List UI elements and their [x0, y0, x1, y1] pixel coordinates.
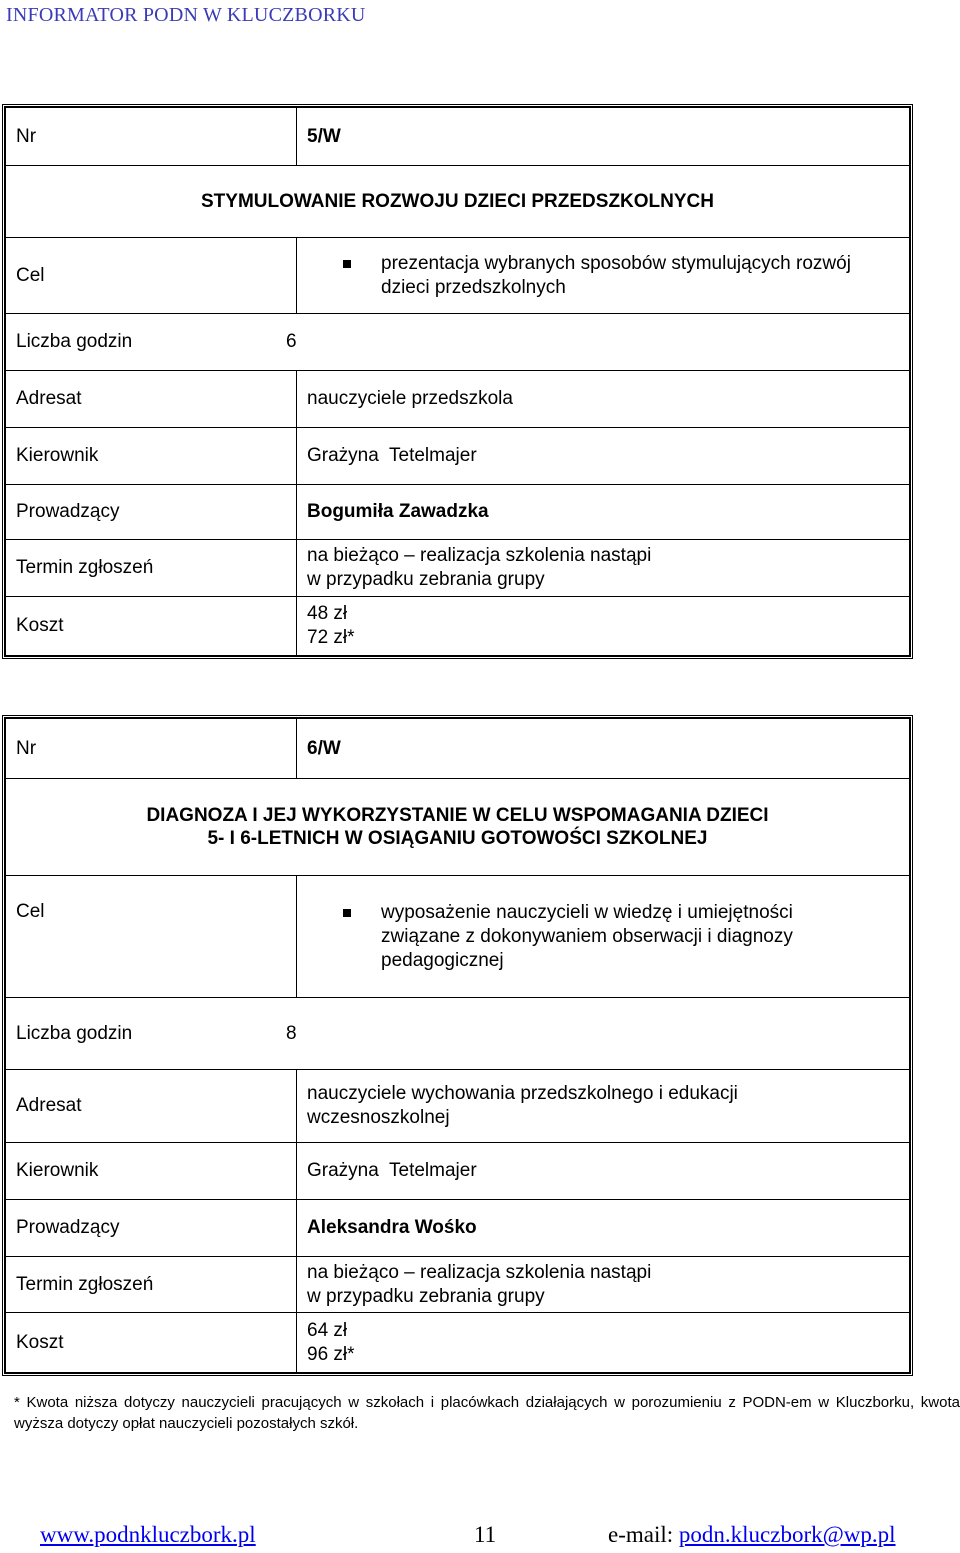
- course-table-6w: [2, 715, 913, 1376]
- hours-value: 6: [286, 331, 297, 352]
- kierownik-value: Grażyna Tetelmajer: [297, 428, 910, 485]
- cel-label: Cel: [6, 238, 297, 314]
- course-number: 6/W: [297, 719, 910, 779]
- email-block: [608, 1522, 896, 1548]
- prowadzacy-value: Bogumiła Zawadzka: [297, 485, 910, 540]
- course-table-5w: [2, 104, 913, 659]
- hours-row: [6, 314, 910, 371]
- kierownik-label: Kierownik: [6, 1143, 297, 1200]
- course-number: 5/W: [297, 108, 910, 166]
- nr-label: Nr: [6, 719, 297, 779]
- nr-label: Nr: [6, 108, 297, 166]
- koszt-value: 64 zł 96 zł*: [297, 1313, 910, 1373]
- adresat-value: nauczyciele wychowania przedszkolnego i edukacji wczesnoszkolnej: [297, 1070, 910, 1143]
- adresat-value: nauczyciele przedszkola: [297, 371, 910, 428]
- koszt-label: Koszt: [6, 597, 297, 656]
- bullet-square-icon: [343, 260, 351, 268]
- cost-footnote: * Kwota niższa dotyczy nauczycieli pracujących w szkołach i placówkach działających w porozumieniu z PODN-em w Kluczborku, kwota wyższa dotyczy opłat nauczycieli pozostałych szkół.: [14, 1394, 960, 1432]
- course-title: STYMULOWANIE ROZWOJU DZIECI PRZEDSZKOLNYCH: [6, 166, 910, 238]
- course-title: DIAGNOZA I JEJ WYKORZYSTANIE W CELU WSPOMAGANIA DZIECI 5- I 6-LETNICH W OSIĄGANIU GOTOWOŚCI SZKOLNEJ: [6, 779, 910, 876]
- hours-row: [6, 998, 910, 1070]
- adresat-label: Adresat: [6, 371, 297, 428]
- prowadzacy-label: Prowadzący: [6, 485, 297, 540]
- prowadzacy-value: Aleksandra Wośko: [297, 1200, 910, 1257]
- bullet-square-icon: [343, 909, 351, 917]
- prowadzacy-label: Prowadzący: [6, 1200, 297, 1257]
- adresat-label: Adresat: [6, 1070, 297, 1143]
- page-number: 11: [474, 1522, 497, 1547]
- website-link[interactable]: www.podnkluczbork.pl: [40, 1522, 256, 1547]
- hours-label: Liczba godzin: [16, 1022, 133, 1044]
- termin-value: na bieżąco – realizacja szkolenia nastąpi w przypadku zebrania grupy: [297, 540, 910, 597]
- koszt-label: Koszt: [6, 1313, 297, 1373]
- kierownik-value: Grażyna Tetelmajer: [297, 1143, 910, 1200]
- page-header-title: INFORMATOR PODN W KLUCZBORKU: [6, 4, 366, 26]
- hours-value: 8: [286, 1022, 297, 1044]
- email-link[interactable]: podn.kluczbork@wp.pl: [678, 1522, 896, 1547]
- cel-label: Cel: [6, 876, 297, 998]
- termin-label: Termin zgłoszeń: [6, 1257, 297, 1313]
- kierownik-label: Kierownik: [6, 428, 297, 485]
- koszt-value: 48 zł 72 zł*: [297, 597, 910, 656]
- email-label: e-mail:: [608, 1522, 679, 1547]
- termin-value: na bieżąco – realizacja szkolenia nastąpi w przypadku zebrania grupy: [297, 1257, 910, 1313]
- termin-label: Termin zgłoszeń: [6, 540, 297, 597]
- cel-value: prezentacja wybranych sposobów stymulujących rozwój dzieci przedszkolnych: [297, 238, 910, 314]
- hours-label: Liczba godzin: [16, 331, 133, 352]
- cel-value: wyposażenie nauczycieli w wiedzę i umiejętności związane z dokonywaniem obserwacji i diagnozy pedagogicznej: [297, 876, 910, 998]
